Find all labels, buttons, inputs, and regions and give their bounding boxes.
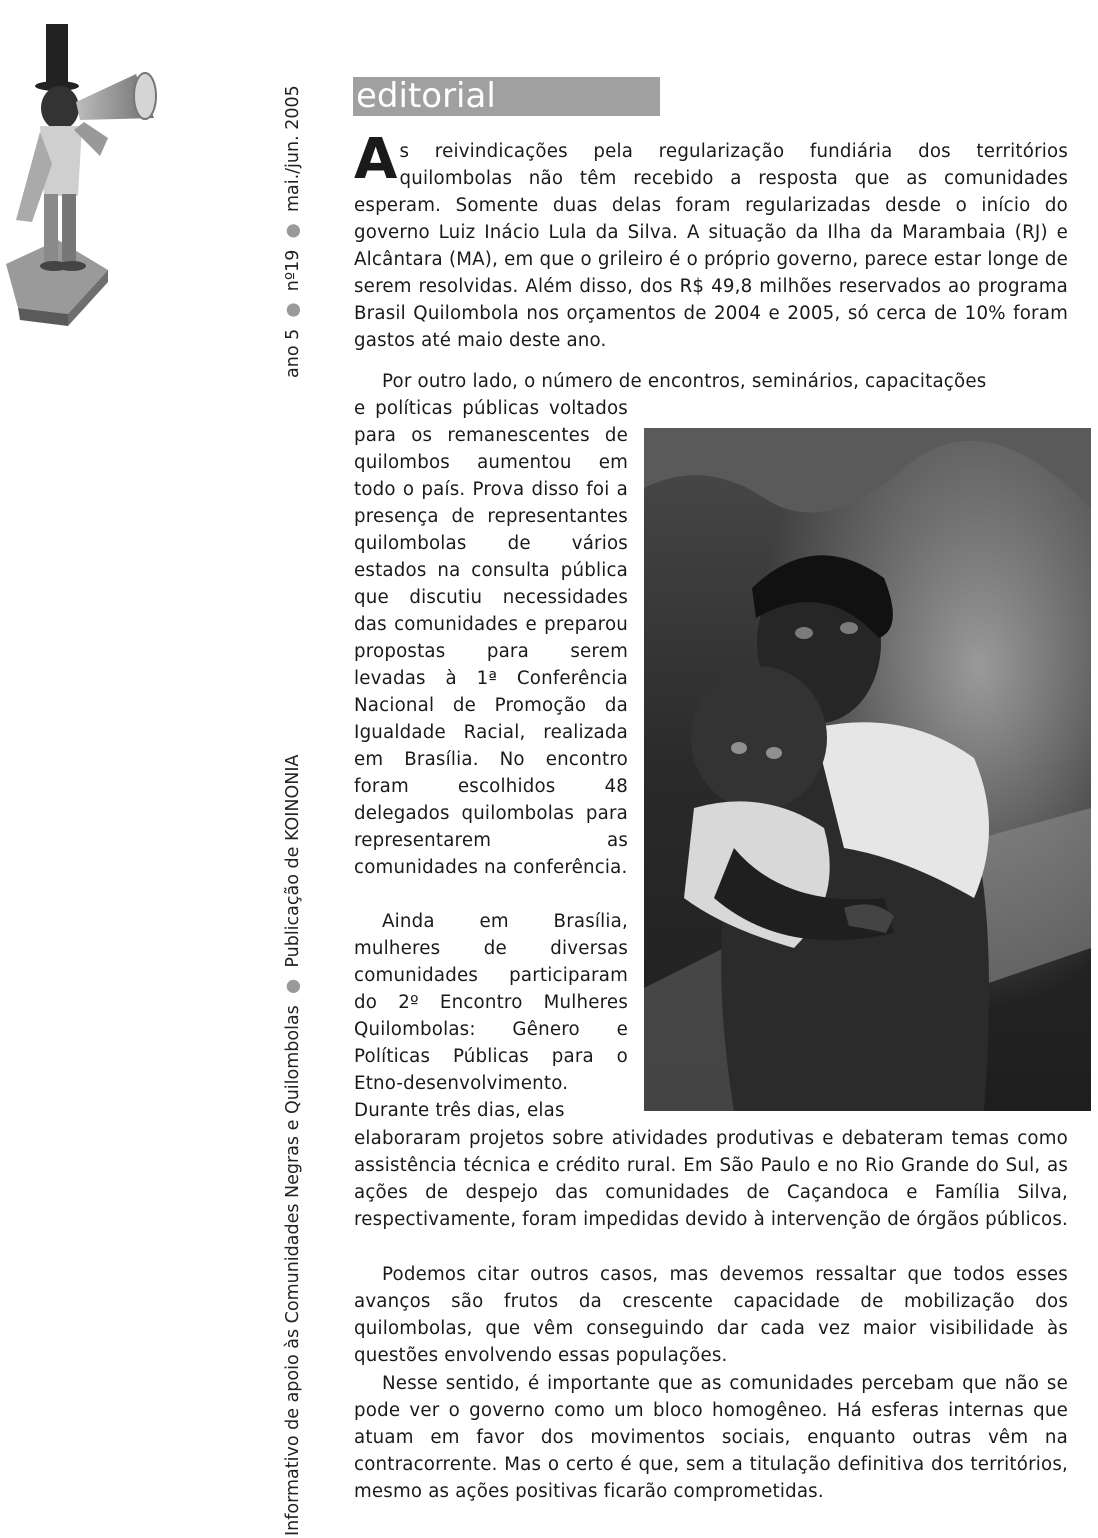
issue-info	[283, 85, 303, 378]
figure-with-megaphone-icon	[4, 14, 166, 336]
issue-date: mai./jun. 2005	[283, 85, 303, 213]
bullet-separator: ●	[283, 973, 303, 1000]
mother-and-child-photo	[644, 428, 1091, 1111]
editorial-paragraph-2-start: Por outro lado, o número de encontros, seminários, capacitações	[382, 371, 987, 392]
publication-subtitle: Informativo de apoio às Comunidades Negras e Quilombolas	[283, 1005, 303, 1536]
paragraph-text: s reivindicações pela regularização fundiária dos territórios quilombolas não têm recebido a resposta que as comunidades esperam. Somente duas delas foram regularizadas desde o início do governo Luiz Inácio Lula da Silva. A situação da Ilha da Marambaia (RJ) e Alcântara (MA), em que o grileiro é o próprio governo, parece estar longe de serem resolvidas. Além disso, dos R$ 49,8 milhões reservados ao programa Brasil Quilombola nos orçamentos de 2004 e 2005, só cerca de 10% foram gastos até maio deste ano.	[354, 141, 1068, 351]
editorial-paragraph-3-column: Ainda em Brasília, mulheres de diversas comunidades participaram do 2º Encontro Mulheres Quilombolas: Gênero e Políticas Públicas para o Etno-desenvolvimento. Durante três dias, elas	[354, 911, 628, 1121]
section-label: editorial	[353, 77, 660, 116]
publisher: Publicação de KOINONIA	[283, 754, 303, 968]
bullet-separator: ●	[283, 296, 303, 324]
editorial-paragraph-4: Podemos citar outros casos, mas devemos ressaltar que todos esses avanços são frutos da crescente capacidade de mobilização dos quilombolas, que vêm conseguindo dar cada vez maior visibilidade às questões envolvendo essas populações.	[354, 1264, 1068, 1366]
publication-info	[283, 755, 303, 1537]
editorial-paragraph-3-end: elaboraram projetos sobre atividades produtivas e debateram temas como assistência técnica e crédito rural. Em São Paulo e no Rio Grande do Sul, as ações de despejo das comunidades de Caçandoca e Família Silva, respectivamente, foram impedidas devido à intervenção de órgãos públicos.	[354, 1128, 1069, 1230]
issue-year: ano 5	[283, 328, 303, 378]
bullet-separator: ●	[283, 217, 303, 245]
editorial-paragraph-2-column: e políticas públicas voltados para os remanescentes de quilombos aumentou em todo o país. Prova disso foi a presença de representantes quilombolas de vários estados na consulta pública que discutiu necessidades das comunidades e preparou propostas para serem levadas à 1ª Conferência Nacional de Promoção da Igualdade Racial, realizada em Brasília. No encontro foram escolhidos 48 delegados quilombolas para representarem as comunidades na conferência.	[354, 398, 628, 878]
issue-number: nº19	[283, 249, 303, 292]
dropcap: A	[354, 127, 398, 192]
editorial-paragraph-1	[354, 127, 1068, 354]
editorial-paragraph-5: Nesse sentido, é importante que as comunidades percebam que não se pode ver o governo como um bloco homogêneo. Há esferas internas que atuam em favor dos movimentos sociais, enquanto outras vêm na contracorrente. Mas o certo é que, sem a titulação definitiva dos territórios, mesmo as ações positivas ficarão comprometidas.	[354, 1373, 1068, 1502]
